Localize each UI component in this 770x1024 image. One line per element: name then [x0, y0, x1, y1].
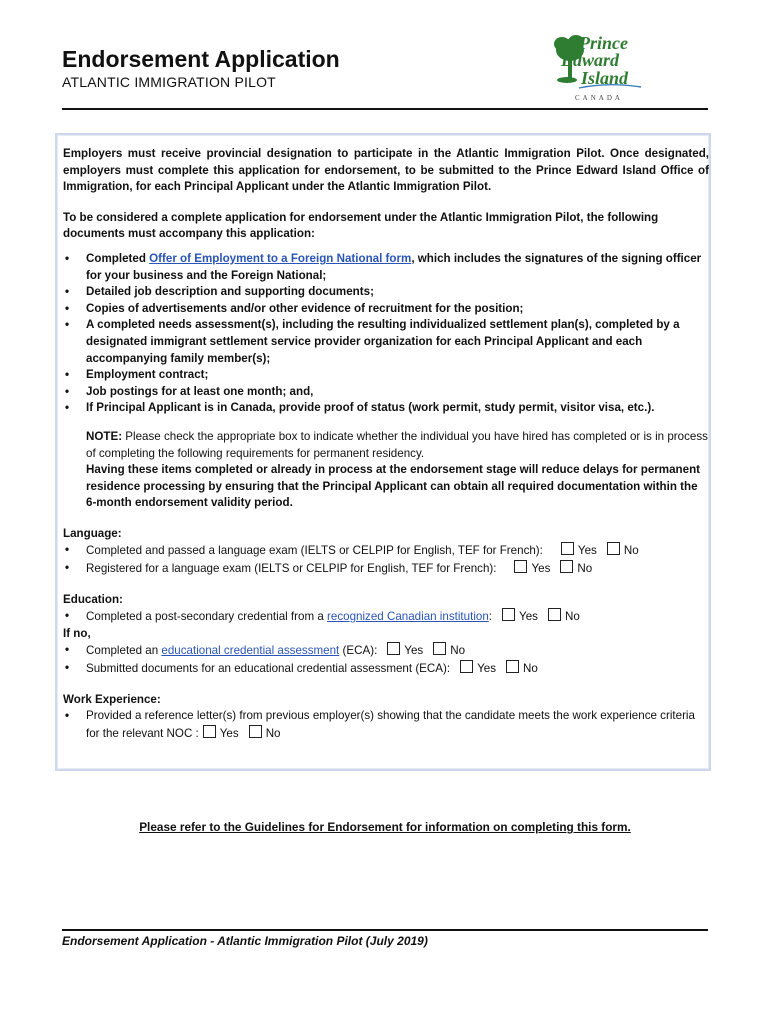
eca-link[interactable]: educational credential assessment: [161, 644, 340, 658]
requirement-employment-contract: • Employment contract;: [63, 367, 709, 384]
note-text: Please check the appropriate box to indicate whether the individual you have hired has completed or is in process of completing the following requirements for permanent residency.: [86, 429, 708, 460]
intro-paragraph-1: Employers must receive provincial designation to participate in the Atlantic Immigration Pilot. Once designated, employers must complete this application for endorsement, to be submitted to the Prince Edward Island Office of Immigration, for each Principal Applicant under the Atlantic Immigration Pilot.: [63, 147, 709, 194]
education-credential-yes-checkbox[interactable]: [502, 608, 515, 621]
education-item-eca-completed: • Completed an educational credential assessment (ECA): Yes No: [63, 642, 709, 660]
language-passed-no-checkbox[interactable]: [607, 542, 620, 555]
language-item-registered: • Registered for a language exam (IELTS or CELPIP for English, TEF for French): Yes No: [63, 560, 709, 578]
intro-paragraph-2: To be considered a complete application for endorsement under the Atlantic Immigration Pilot, the following documents must accompany this application:: [63, 210, 659, 241]
work-experience-list: [63, 708, 709, 742]
language-heading: Language:: [63, 526, 122, 540]
language-registered-yes-checkbox[interactable]: [514, 560, 527, 573]
page-subtitle: ATLANTIC IMMIGRATION PILOT: [62, 74, 276, 90]
logo-country: CANADA: [575, 94, 623, 102]
eca-submitted-no-checkbox[interactable]: [506, 660, 519, 673]
work-item-reference-letter: • Provided a reference letter(s) from previous employer(s) showing that the candidate meets the work experience criteria for the relevant NOC : Yes No: [63, 708, 709, 742]
eca-completed-no-checkbox[interactable]: [433, 642, 446, 655]
work-experience-heading: Work Experience:: [63, 692, 161, 706]
svg-text:Island: Island: [581, 68, 629, 88]
recognized-institution-link[interactable]: recognized Canadian institution: [327, 610, 489, 624]
language-item-passed: • Completed and passed a language exam (IELTS or CELPIP for English, TEF for French): Yes No: [63, 542, 709, 560]
note-bold-text: Having these items completed or already in process at the endorsement stage will reduce delays for permanent residence processing by ensuring that the Principal Applicant can obtain all required documentation within the 6-month endorsement validity period.: [86, 463, 701, 510]
education-list: [63, 608, 709, 626]
requirement-advertisements: • Copies of advertisements and/or other evidence of recruitment for the position;: [63, 301, 709, 318]
note-label: NOTE:: [86, 429, 123, 443]
svg-text:Edward: Edward: [561, 50, 620, 70]
education-item-eca-submitted: • Submitted documents for an educational credential assessment (ECA): Yes No: [63, 660, 709, 678]
education-item-credential: • Completed a post-secondary credential from a recognized Canadian institution: Yes No: [63, 608, 709, 626]
footer-divider: [62, 929, 708, 931]
requirement-offer-of-employment: • Completed Offer of Employment to a Foreign National form, which includes the signatures of the signing officer for your business and the Foreign National;: [63, 251, 709, 284]
work-reference-no-checkbox[interactable]: [249, 725, 262, 738]
work-reference-yes-checkbox[interactable]: [203, 725, 216, 738]
eca-completed-yes-checkbox[interactable]: [387, 642, 400, 655]
requirement-job-postings: • Job postings for at least one month; and,: [63, 384, 709, 401]
eca-submitted-yes-checkbox[interactable]: [460, 660, 473, 673]
education-heading: Education:: [63, 592, 123, 606]
note-block: [63, 429, 709, 512]
requirement-needs-assessment: • A completed needs assessment(s), including the resulting individualized settlement plan(s), completed by a designated immigrant settlement service provider organization for each Principal Applicant and each accompanying family member(s);: [63, 317, 709, 367]
education-eca-list: [63, 642, 709, 677]
requirement-job-description: • Detailed job description and supporting documents;: [63, 284, 709, 301]
guidelines-reference: Please refer to the Guidelines for Endorsement for information on completing this form.: [139, 820, 631, 834]
requirements-list: [63, 251, 709, 417]
page-title: Endorsement Application: [62, 46, 340, 72]
requirement-proof-of-status: • If Principal Applicant is in Canada, provide proof of status (work permit, study permit, visitor visa, etc.).: [63, 400, 709, 417]
form-content: [63, 146, 709, 742]
page-footer: Endorsement Application - Atlantic Immigration Pilot (July 2019): [62, 934, 428, 948]
education-credential-no-checkbox[interactable]: [548, 608, 561, 621]
svg-text:Prince: Prince: [579, 33, 628, 53]
header-divider: [62, 108, 708, 110]
language-list: [63, 542, 709, 577]
language-passed-yes-checkbox[interactable]: [561, 542, 574, 555]
pei-logo: [553, 30, 645, 106]
pei-logo-mark: [553, 30, 645, 94]
language-registered-no-checkbox[interactable]: [560, 560, 573, 573]
education-if-no: If no,: [63, 626, 91, 640]
offer-of-employment-link[interactable]: Offer of Employment to a Foreign National form: [149, 251, 412, 265]
